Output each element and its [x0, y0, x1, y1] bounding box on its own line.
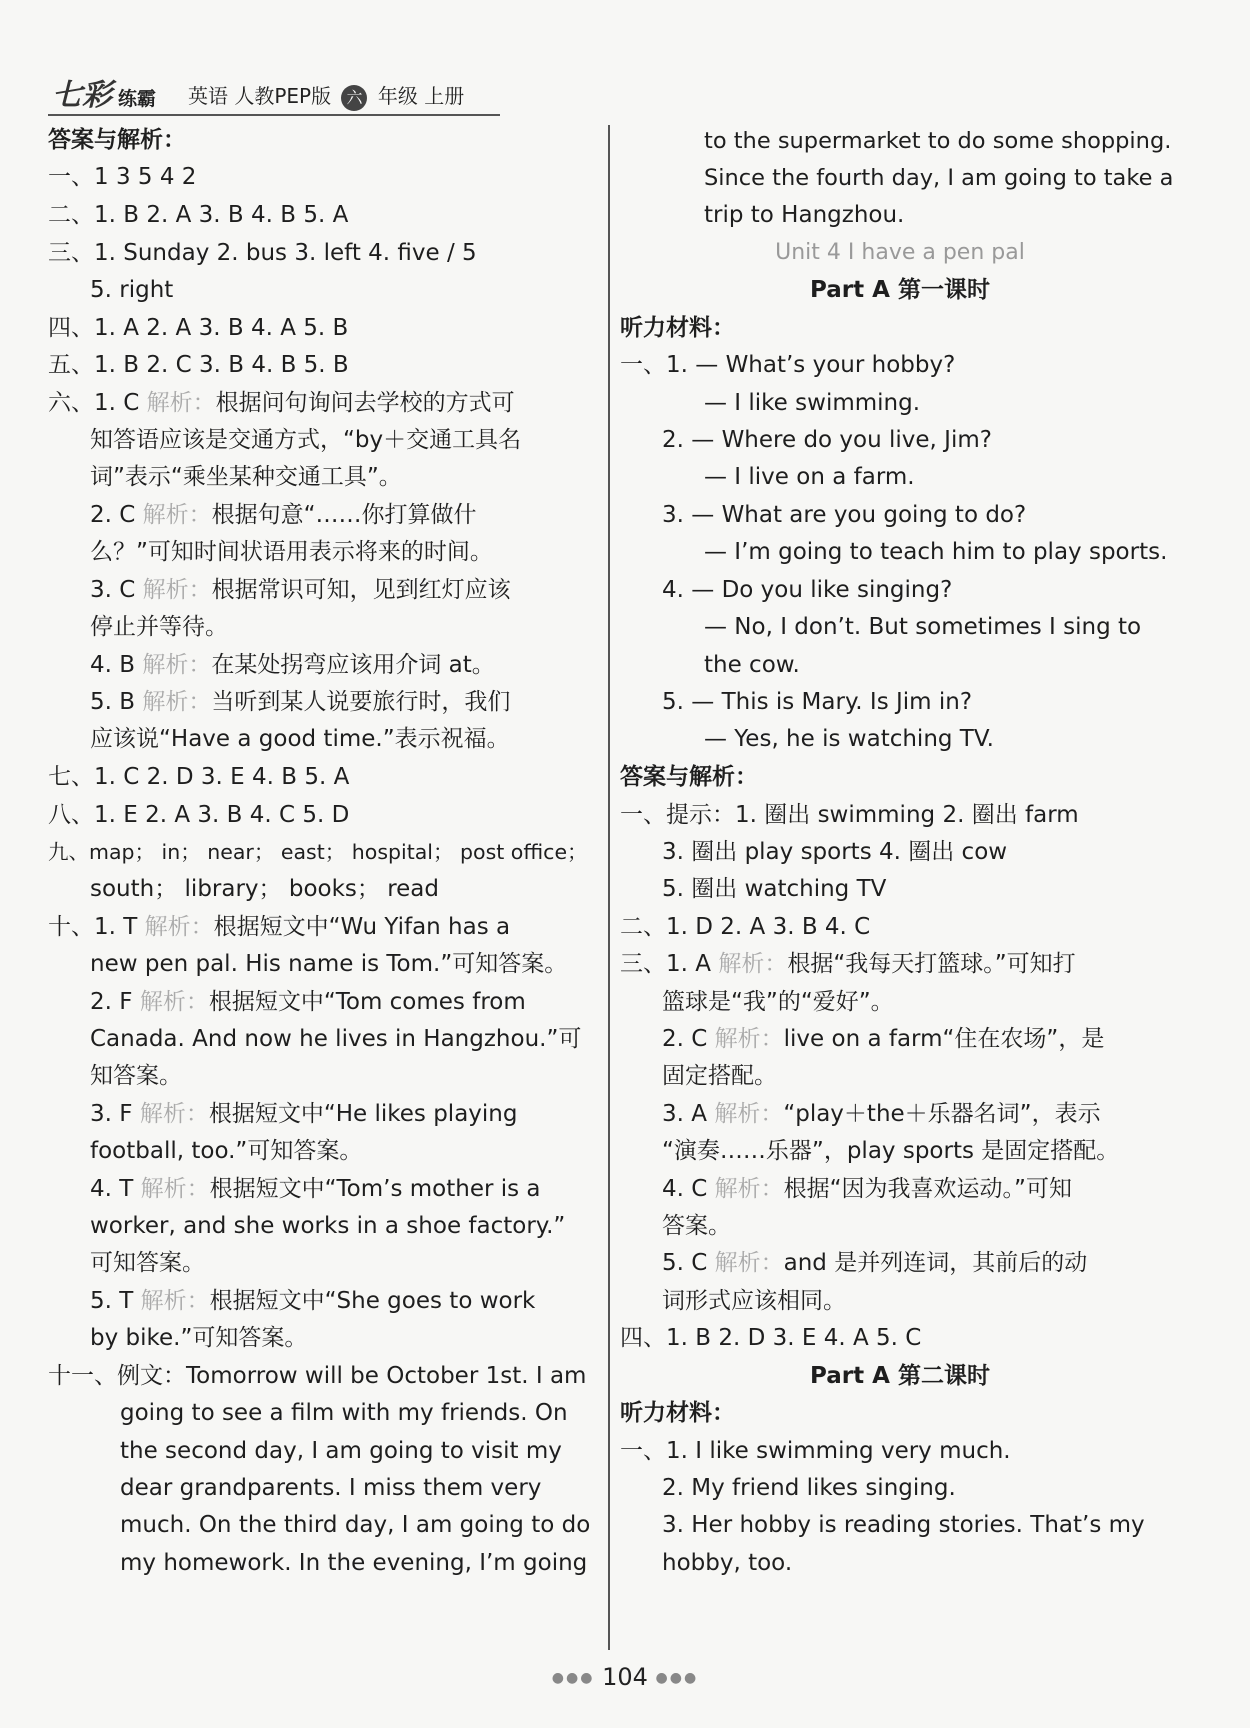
line-text: Unit 4 I have a pen pal [775, 240, 1025, 265]
book-info [188, 80, 464, 111]
analysis-text: “play＋the＋乐器名词”，表示 [783, 1101, 1101, 1127]
line-text: the second day, I am going to visit my [120, 1438, 562, 1464]
analysis-text: and 是并列连词，其前后的动 [783, 1250, 1088, 1276]
right-text-line [662, 575, 952, 605]
right-text-line [704, 724, 994, 754]
left-text-line [48, 388, 515, 418]
line-text: 2. C [90, 502, 136, 528]
line-text: 固定搭配。 [662, 1063, 777, 1089]
right-text-line [662, 425, 992, 455]
line-text: 篮球是“我”的“爱好”。 [662, 989, 894, 1015]
line-text: 4. T [90, 1176, 134, 1202]
left-text-line [90, 425, 521, 455]
left-text-line [48, 200, 348, 230]
line-text: 十、1. T [48, 914, 138, 940]
brand-subtitle: 练霸 [118, 88, 157, 110]
line-text: by bike.”可知答案。 [90, 1325, 308, 1351]
line-text: 一、1. I like swimming very much. [620, 1438, 1011, 1464]
line-text: Canada. And now he lives in Hangzhou.”可 [90, 1026, 582, 1052]
line-text: Part A 第一课时 [810, 277, 990, 303]
left-text-line [90, 462, 402, 492]
analysis-label: 解析： [140, 1288, 210, 1314]
left-text-line [90, 650, 495, 680]
line-text: 应该说“Have a good time.”表示祝福。 [90, 726, 510, 752]
line-text: 四、1. A 2. A 3. B 4. A 5. B [48, 315, 349, 341]
analysis-text: 根据短文中“She goes to work [209, 1288, 536, 1314]
right-text-line [620, 1436, 1011, 1466]
line-text: — I’m going to teach him to play sports. [704, 539, 1168, 565]
left-text-line [48, 162, 196, 192]
line-text: 5. B [90, 689, 136, 715]
left-text-line [90, 724, 510, 754]
analysis-text: 根据短文中“Tom comes from [208, 989, 526, 1015]
right-text-line [704, 200, 904, 230]
subject-edition: 英语 人教PEP版 [188, 84, 332, 108]
line-text: — I live on a farm. [704, 464, 915, 490]
line-text: the cow. [704, 652, 800, 678]
right-text-line [662, 987, 894, 1017]
right-text-line [662, 1024, 1104, 1054]
line-text: south； library； books； read [90, 876, 439, 902]
right-text-line [662, 1211, 731, 1241]
left-text-line [90, 1174, 541, 1204]
line-text: 知答案。 [90, 1063, 182, 1089]
right-text-line [662, 837, 1007, 867]
right-text-line [662, 1174, 1072, 1204]
line-text: 停止并等待。 [90, 614, 228, 640]
left-text-line [90, 1286, 535, 1316]
line-text: 九、map； in； near； east； hospital； post office； [48, 840, 588, 864]
line-text: 可知答案。 [90, 1250, 205, 1276]
footer-dots-left: ●●● [551, 1670, 595, 1686]
line-text: much. On the third day, I am going to do [120, 1512, 591, 1538]
line-text: 二、1. B 2. A 3. B 4. B 5. A [48, 202, 349, 228]
right-text-line [662, 500, 1026, 530]
line-text: 5. T [90, 1288, 134, 1314]
left-text-line [48, 238, 477, 268]
analysis-label: 解析： [142, 652, 212, 678]
left-text-line [48, 313, 348, 343]
line-text: to the supermarket to do some shopping. [704, 128, 1172, 154]
analysis-text: 根据“我每天打篮球。”可知打 [787, 951, 1076, 977]
right-text-line [704, 126, 1171, 156]
left-text-line [90, 987, 526, 1017]
line-text: — I like swimming. [704, 390, 921, 416]
line-text: 听力材料： [620, 1400, 735, 1426]
right-text-line [704, 650, 800, 680]
line-text: new pen pal. His name is Tom.”可知答案。 [90, 951, 568, 977]
left-text-line [90, 275, 173, 305]
right-text-line [662, 1136, 1119, 1166]
right-text-line [620, 1398, 735, 1428]
line-text: 2. — Where do you live, Jim? [662, 427, 992, 453]
left-text-line [90, 1099, 517, 1129]
right-text-line [704, 612, 1141, 642]
line-text: 二、1. D 2. A 3. B 4. C [620, 914, 871, 940]
grade-term: 年级 上册 [377, 84, 465, 108]
right-text-line [620, 800, 1079, 830]
line-text: 4. — Do you like singing? [662, 577, 953, 603]
line-text: 2. F [90, 989, 133, 1015]
line-text: 3. 圈出 play sports 4. 圈出 cow [662, 839, 1008, 865]
analysis-text: 根据句意“……你打算做什 [211, 502, 477, 528]
analysis-text: 根据“因为我喜欢运动。”可知 [783, 1176, 1072, 1202]
line-text: 5. C [662, 1250, 708, 1276]
line-text: — No, I don’t. But sometimes I sing to [704, 614, 1142, 640]
right-text-line [620, 912, 870, 942]
left-text-line [120, 1473, 541, 1503]
analysis-text: 当听到某人说要旅行时，我们 [211, 689, 511, 715]
line-text: 三、1. A [620, 951, 711, 977]
analysis-label: 解析： [139, 1101, 209, 1127]
analysis-label: 解析： [140, 1176, 210, 1202]
line-text: dear grandparents. I miss them very [120, 1475, 542, 1501]
left-text-line [120, 1436, 562, 1466]
analysis-label: 解析： [714, 1101, 784, 1127]
right-text-line [662, 1510, 1145, 1540]
left-text-line [90, 949, 567, 979]
line-text: 答案与解析： [48, 127, 186, 153]
analysis-label: 解析： [142, 577, 212, 603]
analysis-label: 解析： [139, 989, 209, 1015]
left-text-line [90, 575, 511, 605]
right-text-line [620, 1361, 1180, 1391]
left-text-line [48, 125, 186, 155]
line-text: 3. Her hobby is reading stories. That’s my [662, 1512, 1145, 1538]
line-text: 2. My friend likes singing. [662, 1475, 956, 1501]
left-text-line [90, 537, 493, 567]
right-text-line [662, 1548, 792, 1578]
line-text: 词形式应该相同。 [662, 1288, 846, 1314]
line-text: football, too.”可知答案。 [90, 1138, 363, 1164]
line-text: 答案与解析： [620, 764, 758, 790]
brand-logo: 七彩 [52, 78, 112, 113]
left-text-line [48, 1361, 586, 1391]
analysis-label: 解析： [144, 914, 214, 940]
line-text: 2. C [662, 1026, 708, 1052]
line-text: — Yes, he is watching TV. [704, 726, 994, 752]
right-text-line [620, 313, 735, 343]
line-text: trip to Hangzhou. [704, 202, 905, 228]
line-text: 答案。 [662, 1213, 731, 1239]
right-text-line [620, 762, 758, 792]
page-footer [0, 1663, 1250, 1691]
right-text-line [704, 537, 1167, 567]
line-text: Since the fourth day, I am going to take a [704, 165, 1174, 191]
left-text-line [48, 350, 349, 380]
page-header [48, 70, 500, 116]
line-text: 四、1. B 2. D 3. E 4. A 5. C [620, 1325, 922, 1351]
right-text-line [704, 388, 920, 418]
right-text-line [662, 1061, 777, 1091]
right-text-line [662, 1248, 1087, 1278]
left-text-line [90, 874, 439, 904]
line-text: hobby, too. [662, 1550, 793, 1576]
analysis-label: 解析： [714, 1026, 784, 1052]
line-text: going to see a film with my friends. On [120, 1400, 568, 1426]
right-text-line [662, 687, 972, 717]
right-text-line [620, 949, 1076, 979]
left-text-line [120, 1398, 568, 1428]
analysis-text: live on a farm“住在农场”，是 [783, 1026, 1105, 1052]
left-text-line [90, 1211, 565, 1241]
right-text-line [662, 874, 886, 904]
line-text: “演奏……乐器”，play sports 是固定搭配。 [662, 1138, 1120, 1164]
left-text-line [90, 500, 477, 530]
line-text: 5. — This is Mary. Is Jim in? [662, 689, 973, 715]
line-text: 4. B [90, 652, 136, 678]
line-text: 一、1. — What’s your hobby? [620, 352, 956, 378]
line-text: 3. — What are you going to do? [662, 502, 1027, 528]
analysis-text: 根据问句询问去学校的方式可 [215, 390, 515, 416]
line-text: worker, and she works in a shoe factory.” [90, 1213, 566, 1239]
left-text-line [90, 612, 228, 642]
line-text: my homework. In the evening, I’m going [120, 1550, 588, 1576]
left-text-line [90, 1136, 362, 1166]
line-text: 5. right [90, 277, 174, 303]
line-text: 六、1. C [48, 390, 140, 416]
line-text: 十一、例文：Tomorrow will be October 1st. I am [48, 1363, 587, 1389]
line-text: 七、1. C 2. D 3. E 4. B 5. A [48, 764, 350, 790]
line-text: 八、1. E 2. A 3. B 4. C 5. D [48, 802, 350, 828]
right-text-line [620, 350, 955, 380]
line-text: 五、1. B 2. C 3. B 4. B 5. B [48, 352, 349, 378]
line-text: 3. A [662, 1101, 707, 1127]
line-text: 三、1. Sunday 2. bus 3. left 4. five / 5 [48, 240, 477, 266]
left-text-line [120, 1548, 587, 1578]
column-divider [608, 125, 610, 1650]
left-text-line [90, 1061, 182, 1091]
right-text-line [662, 1099, 1101, 1129]
right-text-line [620, 1323, 921, 1353]
left-text-line [48, 762, 349, 792]
line-text: 一、提示：1. 圈出 swimming 2. 圈出 farm [620, 802, 1079, 828]
right-text-line [662, 1286, 846, 1316]
line-text: 知答语应该是交通方式，“by＋交通工具名 [90, 427, 522, 453]
line-text: 3. F [90, 1101, 133, 1127]
right-text-line [704, 163, 1173, 193]
left-text-line [90, 1024, 581, 1054]
left-text-line [90, 1323, 307, 1353]
line-text: 词”表示“乘坐某种交通工具”。 [90, 464, 402, 490]
left-text-line [90, 1248, 205, 1278]
analysis-label: 解析： [714, 1176, 784, 1202]
line-text: 一、1 3 5 4 2 [48, 164, 197, 190]
left-text-line [48, 837, 588, 867]
right-text-line [620, 275, 1180, 305]
line-text: 5. 圈出 watching TV [662, 876, 887, 902]
right-text-line [662, 1473, 956, 1503]
right-text-line [704, 462, 915, 492]
analysis-text: 在某处拐弯应该用介词 at。 [211, 652, 495, 678]
analysis-text: 根据短文中“Tom’s mother is a [209, 1176, 541, 1202]
analysis-text: 根据短文中“He likes playing [208, 1101, 518, 1127]
left-text-line [48, 800, 349, 830]
analysis-text: 根据常识可知，见到红灯应该 [211, 577, 511, 603]
line-text: Part A 第二课时 [810, 1363, 990, 1389]
analysis-label: 解析： [718, 951, 788, 977]
analysis-label: 解析： [142, 689, 212, 715]
grade-badge: 六 [341, 85, 367, 111]
line-text: 4. C [662, 1176, 708, 1202]
analysis-label: 解析： [142, 502, 212, 528]
right-text-line [620, 238, 1180, 268]
left-text-line [90, 687, 510, 717]
left-text-line [48, 912, 510, 942]
footer-dots-right: ●●● [655, 1670, 699, 1686]
analysis-text: 根据短文中“Wu Yifan has a [213, 914, 511, 940]
line-text: 3. C [90, 577, 136, 603]
analysis-label: 解析： [714, 1250, 784, 1276]
left-text-line [120, 1510, 590, 1540]
line-text: 么？”可知时间状语用表示将来的时间。 [90, 539, 493, 565]
page-number: 104 [602, 1663, 648, 1691]
line-text: 听力材料： [620, 315, 735, 341]
analysis-label: 解析： [146, 390, 216, 416]
